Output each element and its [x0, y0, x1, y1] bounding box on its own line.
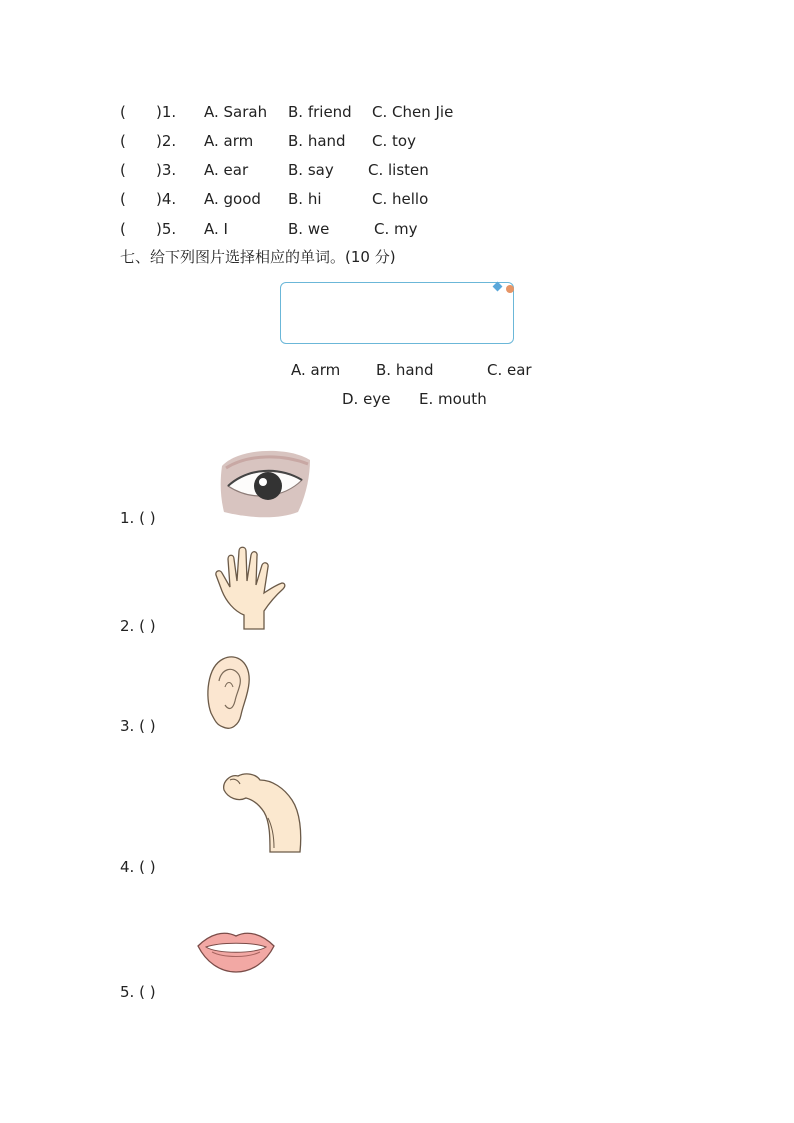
- option-c: C. listen: [368, 161, 429, 179]
- word-option-c: C. ear: [487, 361, 532, 379]
- question-number: )5.: [156, 220, 177, 238]
- picture-label-2[interactable]: 2. ( ): [120, 617, 156, 635]
- choice-row-3: [120, 161, 540, 181]
- option-a: A. Sarah: [204, 103, 268, 121]
- picture-label-3[interactable]: 3. ( ): [120, 717, 156, 735]
- option-b: B. hi: [288, 190, 322, 208]
- hand-icon: [212, 545, 286, 631]
- choice-row-5: [120, 220, 540, 240]
- mouth-icon: [196, 928, 276, 974]
- option-b: B. friend: [288, 103, 352, 121]
- option-a: A. I: [204, 220, 228, 238]
- option-b: B. say: [288, 161, 334, 179]
- arm-icon: [220, 766, 304, 854]
- choice-row-1: [120, 103, 540, 123]
- question-number: )3.: [156, 161, 177, 179]
- option-c: C. toy: [372, 132, 416, 150]
- option-a: A. good: [204, 190, 261, 208]
- answer-paren[interactable]: (: [120, 220, 126, 238]
- answer-paren[interactable]: (: [120, 132, 126, 150]
- section-7-title: 七、给下列图片选择相应的单词。(10 分): [120, 248, 396, 266]
- picture-label-5[interactable]: 5. ( ): [120, 983, 156, 1001]
- eye-icon: [218, 446, 312, 518]
- word-option-e: E. mouth: [419, 390, 487, 408]
- option-b: B. hand: [288, 132, 346, 150]
- answer-paren[interactable]: (: [120, 103, 126, 121]
- question-number: )2.: [156, 132, 177, 150]
- option-a: A. ear: [204, 161, 249, 179]
- answer-paren[interactable]: (: [120, 190, 126, 208]
- word-option-b: B. hand: [376, 361, 434, 379]
- picture-label-4[interactable]: 4. ( ): [120, 858, 156, 876]
- choice-row-4: [120, 190, 540, 210]
- dot-decoration-icon: [506, 285, 514, 293]
- option-a: A. arm: [204, 132, 254, 150]
- question-number: )1.: [156, 103, 177, 121]
- ear-icon: [203, 653, 253, 731]
- word-option-d: D. eye: [342, 390, 391, 408]
- option-b: B. we: [288, 220, 330, 238]
- answer-paren[interactable]: (: [120, 161, 126, 179]
- option-c: C. my: [374, 220, 418, 238]
- word-option-a: A. arm: [291, 361, 341, 379]
- option-c: C. Chen Jie: [372, 103, 454, 121]
- question-number: )4.: [156, 190, 177, 208]
- choice-row-2: [120, 132, 540, 152]
- word-box: [280, 282, 514, 344]
- option-c: C. hello: [372, 190, 429, 208]
- picture-label-1[interactable]: 1. ( ): [120, 509, 156, 527]
